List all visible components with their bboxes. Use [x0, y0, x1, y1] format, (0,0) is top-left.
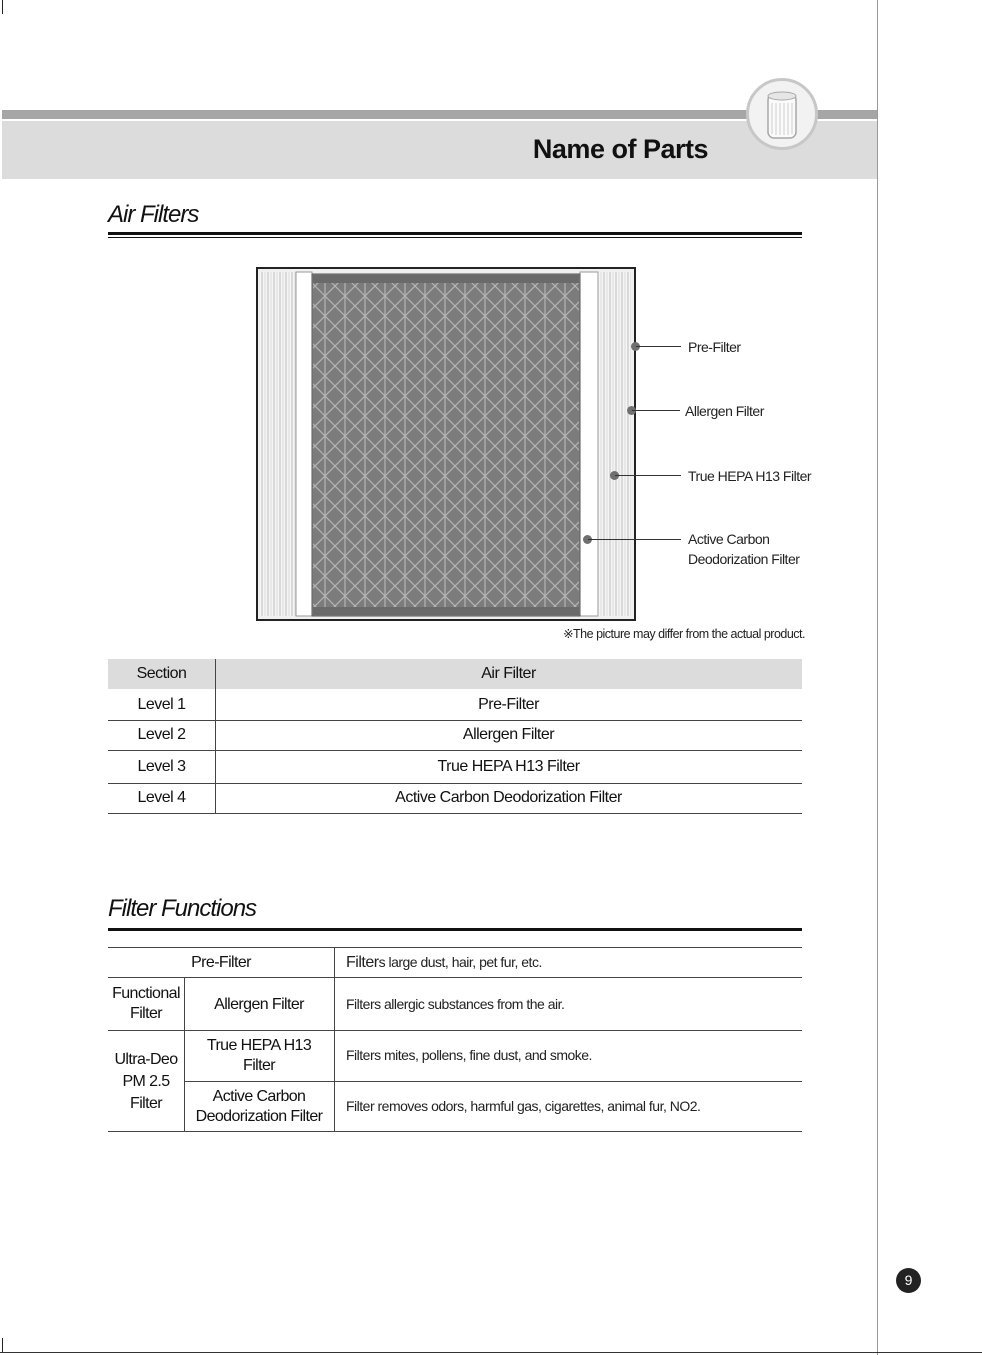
label-pre-filter: Pre-Filter	[688, 339, 741, 355]
callout-line	[632, 410, 680, 411]
page-number: 9	[896, 1268, 921, 1293]
fn-group-ultradeo	[108, 1049, 184, 1115]
fn-carbon-desc: Filter removes odors, harmful gas, cigarettes, animal fur, NO2.	[346, 1098, 701, 1114]
page-title: Name of Parts	[532, 134, 708, 164]
table-cell-filter: True HEPA H13 Filter	[437, 758, 580, 775]
fn-prefilter-desc-bold: Filter	[346, 954, 379, 971]
filter-functions-heading: Filter Functions	[108, 895, 257, 922]
table-row-rule	[108, 720, 802, 721]
fn-allergen-desc: Filters allergic substances from the air.	[346, 996, 565, 1012]
fn-prefilter-name: Pre-Filter	[191, 954, 251, 971]
table-row-rule	[108, 977, 802, 978]
fn-prefilter-desc-rest: s large dust, hair, pet fur, etc.	[378, 954, 542, 970]
label-allergen-filter: Allergen Filter	[685, 403, 764, 419]
table-cell-section: Level 1	[137, 696, 186, 713]
table-bottom-rule	[108, 813, 802, 814]
label-carbon-filter: Active Carbon	[688, 531, 770, 547]
fn-group-functional	[108, 984, 184, 1024]
fn-hepa-desc: Filters mites, pollens, fine dust, and smoke.	[346, 1047, 592, 1063]
fn-hepa-name-line: True HEPA H13	[206, 1037, 312, 1054]
fn-allergen-name: Allergen Filter	[214, 996, 304, 1013]
table-cell-section: Level 4	[137, 789, 186, 806]
callout-line	[636, 346, 681, 347]
fn-group-functional-line: Functional	[112, 985, 180, 1002]
table-row-rule	[108, 783, 802, 784]
fn-hepa-name	[184, 1036, 334, 1076]
crop-mark	[2, 1338, 3, 1352]
table-cell-filter: Allergen Filter	[462, 726, 555, 743]
fn-carbon-name-line: Deodorization Filter	[195, 1108, 323, 1125]
table-divider	[334, 947, 335, 1131]
callout-line	[615, 475, 681, 476]
page-edge-rule	[877, 0, 878, 1355]
fn-prefilter-desc	[346, 954, 542, 972]
heading-rule	[108, 928, 802, 931]
table-header-air-filter: Air Filter	[481, 665, 536, 682]
fn-hepa-name-line: Filter	[243, 1057, 275, 1074]
fn-group-ultradeo-line: Ultra-Deo	[114, 1051, 178, 1068]
air-filters-heading: Air Filters	[108, 201, 199, 228]
fn-group-functional-line: Filter	[130, 1005, 162, 1022]
table-bottom-rule	[108, 1131, 802, 1132]
fn-carbon-name-line: Active Carbon	[212, 1088, 306, 1105]
table-row-rule	[108, 750, 802, 751]
page-bottom-rule	[0, 1352, 982, 1353]
fn-group-ultradeo-line: Filter	[130, 1095, 162, 1112]
purifier-icon	[746, 78, 818, 150]
picture-note: ※The picture may differ from the actual product.	[563, 627, 805, 641]
table-row-rule	[108, 1030, 802, 1031]
filter-illustration	[255, 266, 639, 622]
table-cell-section: Level 3	[137, 758, 186, 775]
heading-rule	[108, 232, 802, 235]
fn-group-ultradeo-line: PM 2.5	[122, 1073, 170, 1090]
label-carbon-filter-line2: Deodorization Filter	[688, 551, 800, 567]
table-top-rule	[108, 947, 802, 948]
crop-mark	[2, 0, 3, 14]
table-row-rule	[184, 1081, 802, 1082]
table-cell-filter: Pre-Filter	[478, 696, 539, 713]
table-header-section: Section	[136, 665, 187, 682]
fn-carbon-name	[184, 1087, 334, 1127]
table-cell-section: Level 2	[137, 726, 186, 743]
heading-rule	[108, 237, 802, 238]
table-cell-filter: Active Carbon Deodorization Filter	[395, 789, 622, 806]
header-band	[2, 121, 877, 179]
callout-line	[588, 539, 681, 540]
label-hepa-filter: True HEPA H13 Filter	[688, 468, 812, 484]
